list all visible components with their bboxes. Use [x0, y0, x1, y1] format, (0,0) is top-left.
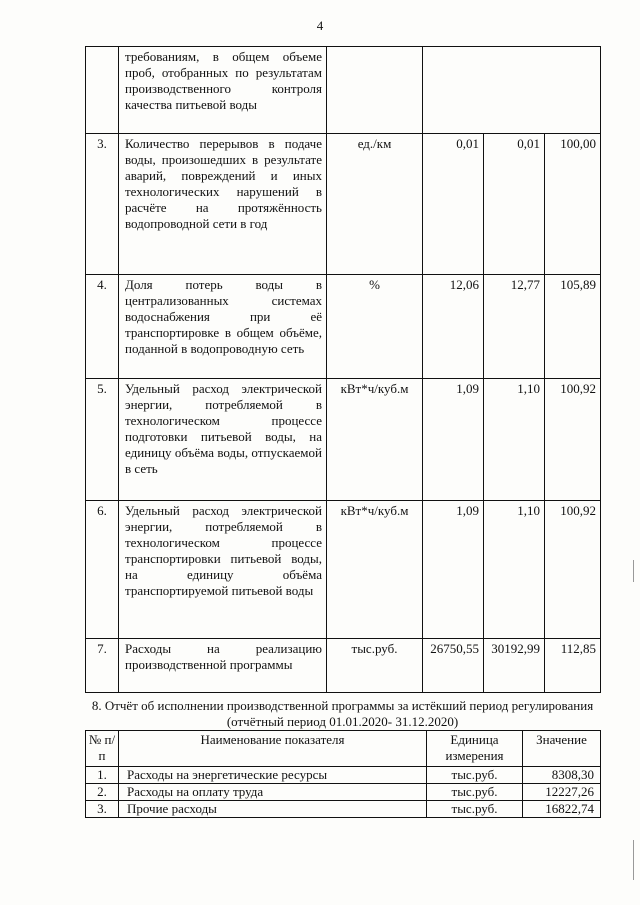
row-number: 7. [86, 639, 119, 693]
unit-cell: кВт*ч/куб.м [327, 379, 423, 501]
table-row [86, 379, 601, 501]
value-cell: 105,89 [545, 275, 601, 379]
value-cell: 100,00 [545, 134, 601, 275]
table-row [86, 784, 601, 801]
row-number [86, 47, 119, 134]
header-unit: Единица измерения [427, 731, 523, 767]
section-8-heading: 8. Отчёт об исполнении производственной программы за истёкший период регулирования (отчётный период 01.01.2020- 31.12.2020) [91, 698, 594, 729]
table-row [86, 639, 601, 693]
unit-cell: кВт*ч/куб.м [327, 501, 423, 639]
scan-edge-mark [633, 840, 634, 880]
table-row [86, 47, 601, 134]
value-cell: 12,77 [484, 275, 545, 379]
row-number: 3. [86, 134, 119, 275]
expense-name: Расходы на оплату труда [119, 784, 427, 801]
indicator-name: Удельный расход электрической энергии, потребляемой в технологическом процессе подготовки питьевой воды, на единицу объёма воды, отпускаемой в сеть [119, 379, 327, 501]
value-cell: 16822,74 [523, 801, 601, 818]
table-row [86, 501, 601, 639]
row-number: 4. [86, 275, 119, 379]
page-number: 4 [316, 18, 324, 33]
value-cell: 112,85 [545, 639, 601, 693]
table-row [86, 275, 601, 379]
value-cell: 12,06 [423, 275, 484, 379]
value-cell: 0,01 [484, 134, 545, 275]
value-cell: 8308,30 [523, 767, 601, 784]
unit-cell: ед./км [327, 134, 423, 275]
unit-cell: тыс.руб. [427, 784, 523, 801]
scan-edge-mark [633, 560, 634, 582]
indicator-name: Удельный расход электрической энергии, потребляемой в технологическом процессе транспортировки питьевой воды, на единицу объёма транспортируемой питьевой воды [119, 501, 327, 639]
value-cell: 1,10 [484, 379, 545, 501]
expense-name: Расходы на энергетические ресурсы [119, 767, 427, 784]
header-value: Значение [523, 731, 601, 767]
value-cell: 30192,99 [484, 639, 545, 693]
unit-cell: тыс.руб. [427, 767, 523, 784]
table-header-row [86, 731, 601, 767]
value-cell: 12227,26 [523, 784, 601, 801]
value-cell: 1,10 [484, 501, 545, 639]
value-cell: 100,92 [545, 379, 601, 501]
indicator-name: Количество перерывов в подаче воды, произошедших в результате аварий, повреждений и иных технологических нарушений в расчёте на протяжённость водопроводной сети в год [119, 134, 327, 275]
indicator-name: Доля потерь воды в централизованных системах водоснабжения при её транспортировке в общем объёме, поданной в водопроводную сеть [119, 275, 327, 379]
table-row [86, 134, 601, 275]
value-cell: 100,92 [545, 501, 601, 639]
unit-cell [327, 47, 423, 134]
row-number: 5. [86, 379, 119, 501]
value-cell: 0,01 [423, 134, 484, 275]
indicators-table [85, 46, 601, 693]
value-cell [423, 47, 601, 134]
value-cell: 1,09 [423, 501, 484, 639]
indicator-name: Расходы на реализацию производственной программы [119, 639, 327, 693]
expense-name: Прочие расходы [119, 801, 427, 818]
value-cell: 26750,55 [423, 639, 484, 693]
table-row [86, 801, 601, 818]
row-number: 1. [86, 767, 119, 784]
unit-cell: тыс.руб. [327, 639, 423, 693]
value-cell: 1,09 [423, 379, 484, 501]
header-number: № п/п [86, 731, 119, 767]
program-report-table [85, 730, 601, 818]
table-row [86, 767, 601, 784]
unit-cell: тыс.руб. [427, 801, 523, 818]
row-number: 2. [86, 784, 119, 801]
row-number: 3. [86, 801, 119, 818]
row-number: 6. [86, 501, 119, 639]
header-name: Наименование показателя [119, 731, 427, 767]
indicator-name: требованиям, в общем объеме проб, отобранных по результатам производственного контроля качества питьевой воды [119, 47, 327, 134]
unit-cell: % [327, 275, 423, 379]
